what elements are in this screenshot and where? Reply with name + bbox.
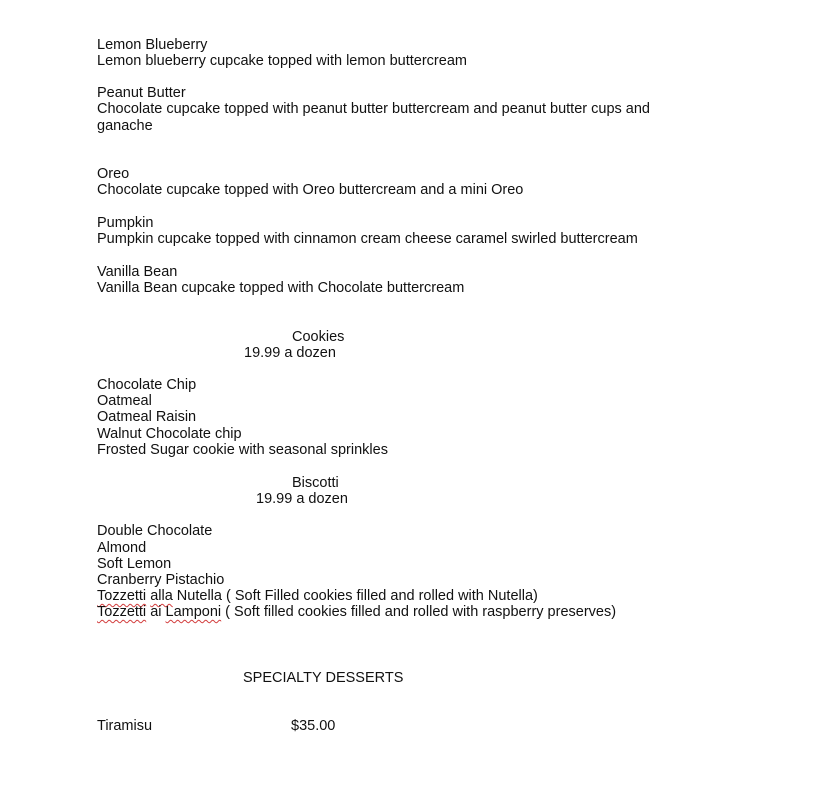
biscotti-item-lamponi <box>97 604 616 621</box>
cupcake-description: Pumpkin cupcake topped with cinnamon cream cheese caramel swirled buttercream <box>97 231 638 247</box>
cookie-item: Oatmeal <box>97 393 152 409</box>
cupcake-name: Peanut Butter <box>97 85 186 101</box>
cupcake-description: Lemon blueberry cupcake topped with lemon buttercream <box>97 53 467 69</box>
cupcake-name: Pumpkin <box>97 215 154 231</box>
biscotti-word: ai <box>150 604 162 620</box>
cookie-item: Walnut Chocolate chip <box>97 426 242 442</box>
biscotti-heading: Biscotti <box>292 475 339 491</box>
biscotti-item: Double Chocolate <box>97 523 213 539</box>
cookies-heading: Cookies <box>292 329 345 345</box>
cupcake-description: Vanilla Bean cupcake topped with Chocolate buttercream <box>97 280 465 296</box>
biscotti-item-nutella <box>97 588 538 605</box>
biscotti-item-text: ( Soft filled cookies filled and rolled with raspberry preserves) <box>221 604 617 620</box>
specialty-item-price: $35.00 <box>291 718 336 734</box>
cookie-item: Oatmeal Raisin <box>97 409 197 425</box>
biscotti-item: Almond <box>97 540 147 556</box>
biscotti-item: Soft Lemon <box>97 556 172 572</box>
biscotti-price: 19.99 a dozen <box>256 491 348 507</box>
cupcake-description: Chocolate cupcake topped with peanut butter buttercream and peanut butter cups and ganache <box>97 101 650 134</box>
spellcheck-word: alla <box>150 588 173 604</box>
specialty-item-name: Tiramisu <box>97 718 153 734</box>
cookie-item: Frosted Sugar cookie with seasonal sprinkles <box>97 442 388 458</box>
spellcheck-word: Lamponi <box>165 604 222 620</box>
cookies-price: 19.99 a dozen <box>244 345 336 361</box>
biscotti-item: Cranberry Pistachio <box>97 572 225 588</box>
cupcake-description: Chocolate cupcake topped with Oreo buttercream and a mini Oreo <box>97 182 524 198</box>
cookie-item: Chocolate Chip <box>97 377 197 393</box>
specialty-heading: SPECIALTY DESSERTS <box>243 670 404 686</box>
cupcake-name: Vanilla Bean <box>97 264 178 280</box>
biscotti-item-text: Nutella ( Soft Filled cookies filled and rolled with Nutella) <box>172 588 538 604</box>
spellcheck-word: Tozzetti <box>97 588 147 604</box>
spellcheck-word: Tozzetti <box>97 604 147 620</box>
cupcake-name: Oreo <box>97 166 130 182</box>
cupcake-name: Lemon Blueberry <box>97 37 208 53</box>
